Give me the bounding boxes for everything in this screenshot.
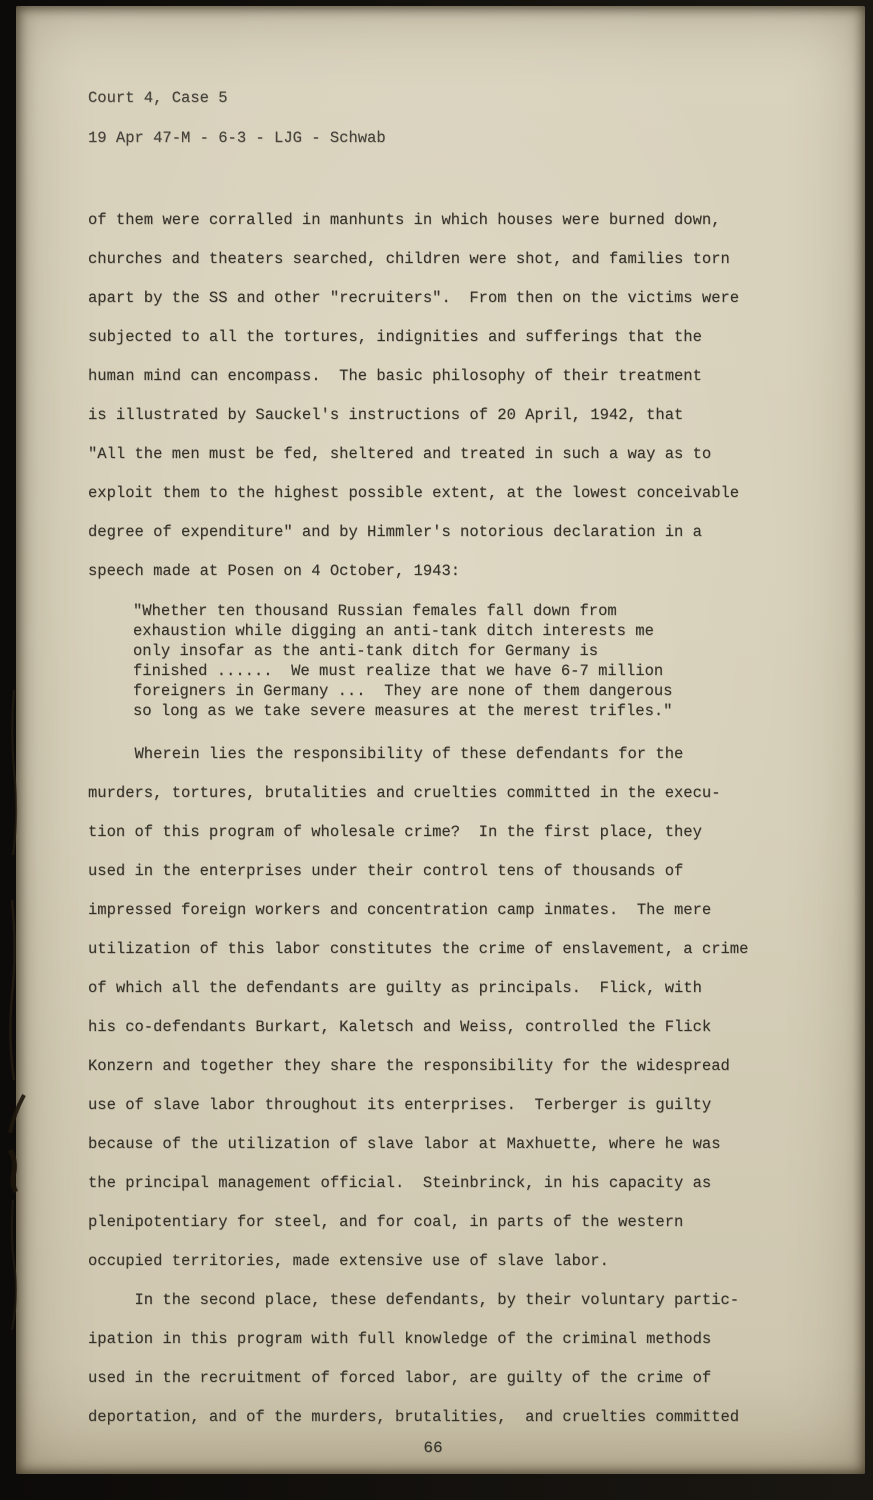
- text-line: impressed foreign workers and concentration camp inmates. The mere: [88, 901, 712, 919]
- text-line: deportation, and of the murders, brutalities, and cruelties committed: [88, 1408, 740, 1426]
- page-header: [88, 78, 865, 158]
- text-line: is illustrated by Sauckel's instructions of 20 April, 1942, that: [88, 406, 684, 424]
- text-line: "All the men must be fed, sheltered and treated in such a way as to: [88, 445, 712, 463]
- text-line: utilization of this labor constitutes the crime of enslavement, a crime: [88, 940, 749, 958]
- text-line: murders, tortures, brutalities and cruelties committed in the execu-: [88, 784, 721, 802]
- text-line: occupied territories, made extensive use of slave labor.: [88, 1252, 609, 1270]
- text-line: plenipotentiary for steel, and for coal, in parts of the western: [88, 1213, 684, 1231]
- text-line: use of slave labor throughout its enterprises. Terberger is guilty: [88, 1096, 712, 1114]
- text-line: In the second place, these defendants, by their voluntary partic-: [88, 1291, 740, 1309]
- text-line: subjected to all the tortures, indignities and sufferings that the: [88, 328, 702, 346]
- text-line: his co-defendants Burkart, Kaletsch and Weiss, controlled the Flick: [88, 1018, 712, 1036]
- text-line: tion of this program of wholesale crime? In the first place, they: [88, 823, 702, 841]
- text-line: human mind can encompass. The basic philosophy of their treatment: [88, 367, 702, 385]
- text-line: finished ...... We must realize that we have 6-7 million: [133, 662, 664, 680]
- text-line: speech made at Posen on 4 October, 1943:: [88, 562, 461, 580]
- text-line: Konzern and together they share the responsibility for the widespread: [88, 1057, 730, 1075]
- text-line: degree of expenditure" and by Himmler's notorious declaration in a: [88, 523, 702, 541]
- text-line: because of the utilization of slave labor at Maxhuette, where he was: [88, 1135, 721, 1153]
- page-number: 66: [423, 1439, 443, 1457]
- header-court-case: Court 4, Case 5: [88, 89, 228, 107]
- text-line: of them were corralled in manhunts in which houses were burned down,: [88, 211, 721, 229]
- text-line: "Whether ten thousand Russian females fall down from: [133, 602, 617, 620]
- text-line: ipation in this program with full knowledge of the criminal methods: [88, 1330, 712, 1348]
- text-line: used in the enterprises under their control tens of thousands of: [88, 862, 684, 880]
- text-line: churches and theaters searched, children were shot, and families torn: [88, 250, 730, 268]
- text-line: exploit them to the highest possible extent, at the lowest conceivable: [88, 484, 740, 502]
- text-line: of which all the defendants are guilty as principals. Flick, with: [88, 979, 702, 997]
- blockquote-posen-speech: [133, 601, 865, 721]
- paragraph-manhunts: [88, 201, 865, 591]
- text-line: the principal management official. Steinbrinck, in his capacity as: [88, 1174, 712, 1192]
- text-line: Wherein lies the responsibility of these defendants for the: [88, 745, 684, 763]
- paragraph-responsibility: [88, 735, 865, 1281]
- page-footer: [88, 1439, 778, 1457]
- text-line: so long as we take severe measures at the merest trifles.": [133, 702, 673, 720]
- text-line: foreigners in Germany ... They are none of them dangerous: [133, 682, 673, 700]
- text-line: only insofar as the anti-tank ditch for Germany is: [133, 642, 599, 660]
- page-body: [88, 201, 865, 1437]
- header-date-reference: 19 Apr 47-M - 6-3 - LJG - Schwab: [88, 129, 386, 147]
- paragraph-second-place: [88, 1281, 865, 1437]
- text-line: exhaustion while digging an anti-tank ditch interests me: [133, 622, 654, 640]
- text-line: apart by the SS and other "recruiters". From then on the victims were: [88, 289, 740, 307]
- typewritten-page: [16, 6, 865, 1474]
- text-line: used in the recruitment of forced labor, are guilty of the crime of: [88, 1369, 712, 1387]
